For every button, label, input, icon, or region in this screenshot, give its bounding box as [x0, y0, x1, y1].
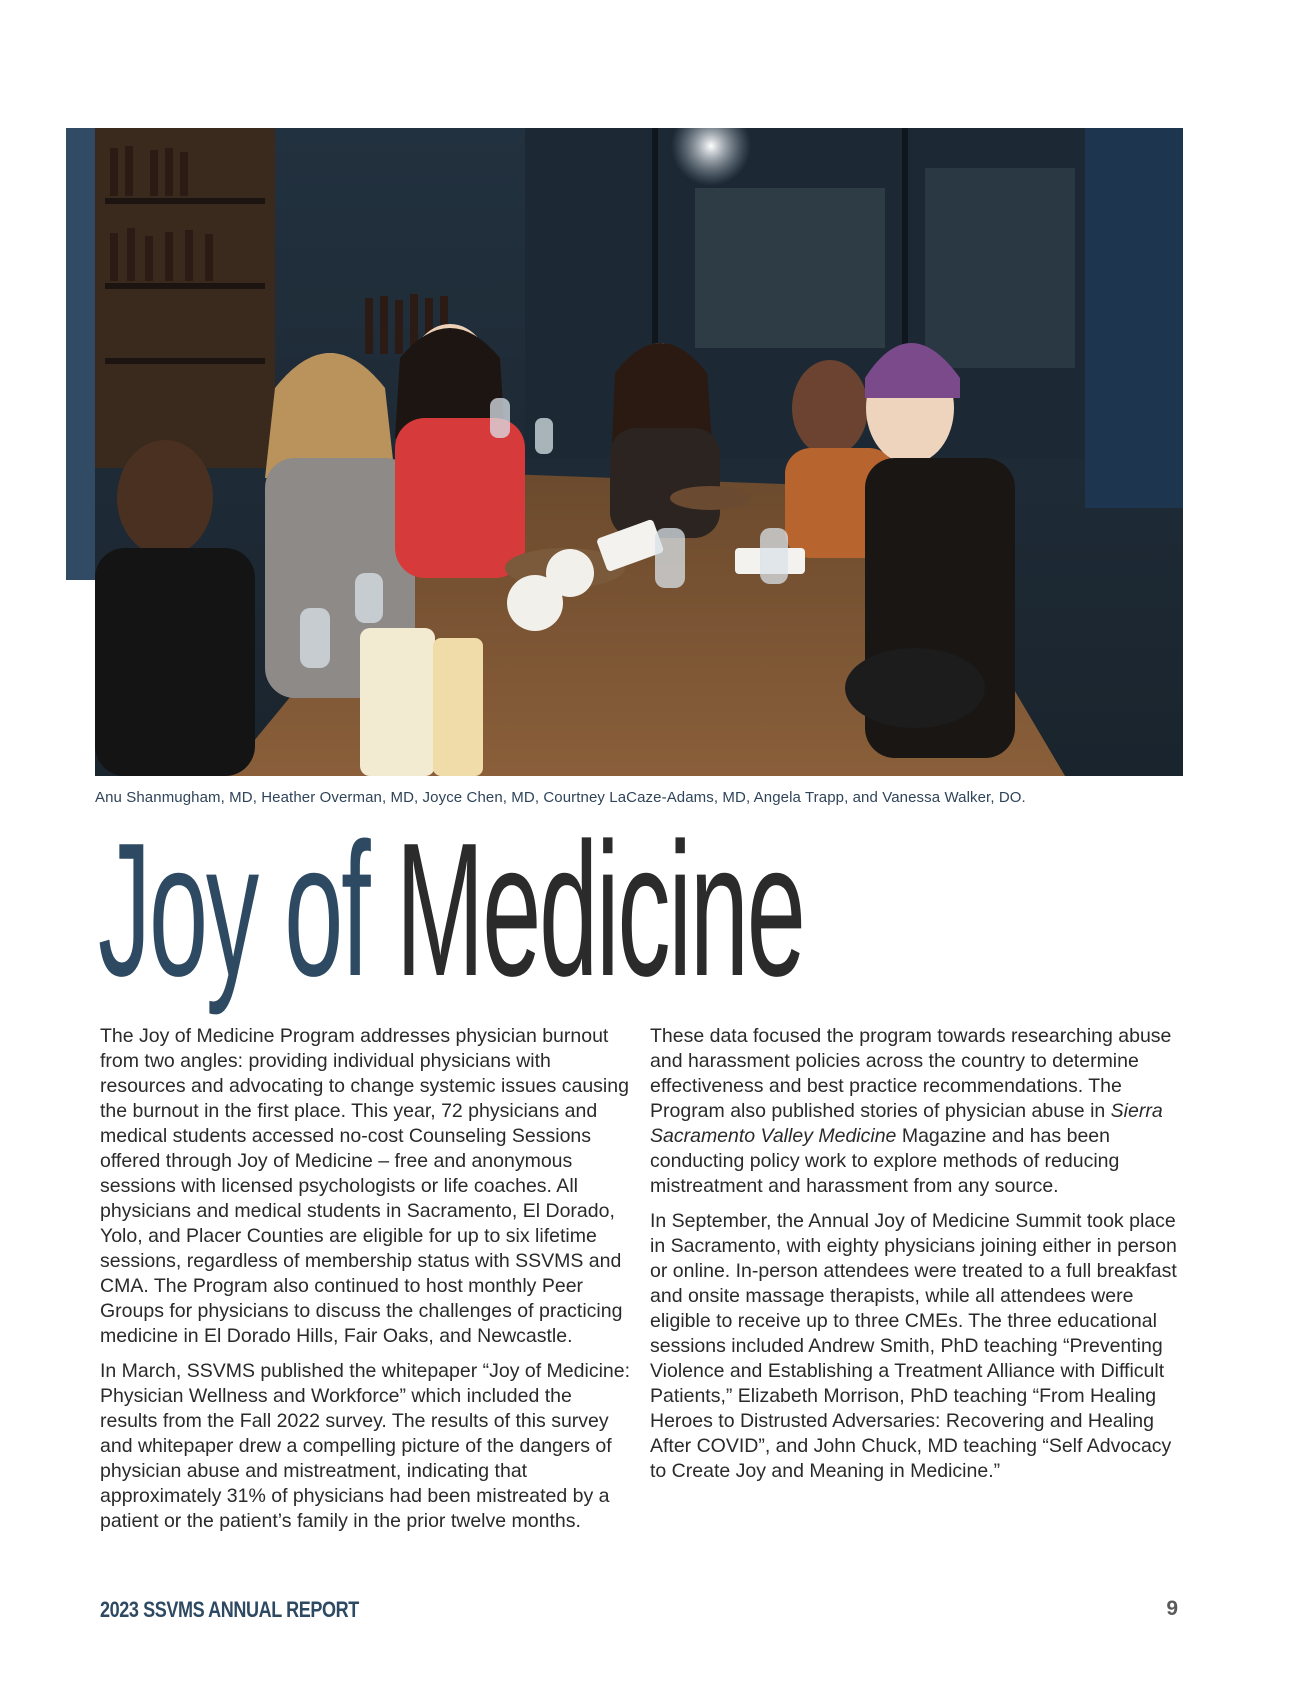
right-column	[650, 1024, 1180, 1494]
footer-report-title: 2023 SSVMS ANNUAL REPORT	[100, 1597, 359, 1622]
title-part-joy-of: Joy of	[98, 804, 369, 1016]
paragraph-research-text-a: These data focused the program towards researching abuse and harassment policies across the country to determine effectiveness and best practice recommendations. The Program also published stories of physician abuse in	[650, 1025, 1172, 1122]
paragraph-research-text-b: Magazine and has been conducting policy work to explore methods of reducing mistreatment and harassment from any source.	[650, 1125, 1120, 1197]
magazine-title: Sierra Sacramento Valley Medicine	[650, 1100, 1163, 1147]
accent-bar	[66, 128, 96, 580]
group-photo	[95, 128, 1183, 776]
paragraph-whitepaper: In March, SSVMS published the whitepaper “Joy of Medicine: Physician Wellness and Workforce” which included the results from the Fall 2022 survey. The results of this survey and whitepaper drew a compelling picture of the dangers of physician abuse and mistreatment, indicating that approximately 31% of physicians had been mistreated by a patient or the patient’s family in the prior twelve months.	[100, 1360, 631, 1532]
title-part-medicine: Medicine	[395, 804, 804, 1016]
paragraph-summit: In September, the Annual Joy of Medicine Summit took place in Sacramento, with eighty physicians joining either in person or online. In-person attendees were treated to a full breakfast and onsite massage therapists, while all attendees were eligible to receive up to three CMEs. The three educational sessions included Andrew Smith, PhD teaching “Preventing Violence and Establishing a Treatment Alliance with Difficult Patients,” Elizabeth Morrison, PhD teaching “From Healing Heroes to Distrusted Adversaries: Recovering and Healing After COVID”, and John Chuck, MD teaching “Self Advocacy to Create Joy and Meaning in Medicine.”	[650, 1210, 1177, 1482]
photo-illustration	[95, 128, 1183, 776]
paragraph-program-overview: The Joy of Medicine Program addresses physician burnout from two angles: providing individual physicians with resources and advocating to change systemic issues causing the burnout in the first place. This year, 72 physicians and medical students accessed no-cost Counseling Sessions offered through Joy of Medicine – free and anonymous sessions with licensed psychologists or life coaches. All physicians and medical students in Sacramento, El Dorado, Yolo, and Placer Counties are eligible for up to six lifetime sessions, regardless of membership status with SSVMS and CMA. The Program also continued to host monthly Peer Groups for physicians to discuss the challenges of practicing medicine in El Dorado Hills, Fair Oaks, and Newcastle.	[100, 1025, 629, 1347]
left-column	[100, 1024, 630, 1544]
page-title	[98, 804, 804, 1016]
page-number: 9	[1166, 1597, 1178, 1620]
photo-caption: Anu Shanmugham, MD, Heather Overman, MD, Joyce Chen, MD, Courtney LaCaze-Adams, MD, Angela Trapp, and Vanessa Walker, DO.	[95, 789, 1026, 806]
paragraph-research-policy	[650, 1024, 1180, 1199]
